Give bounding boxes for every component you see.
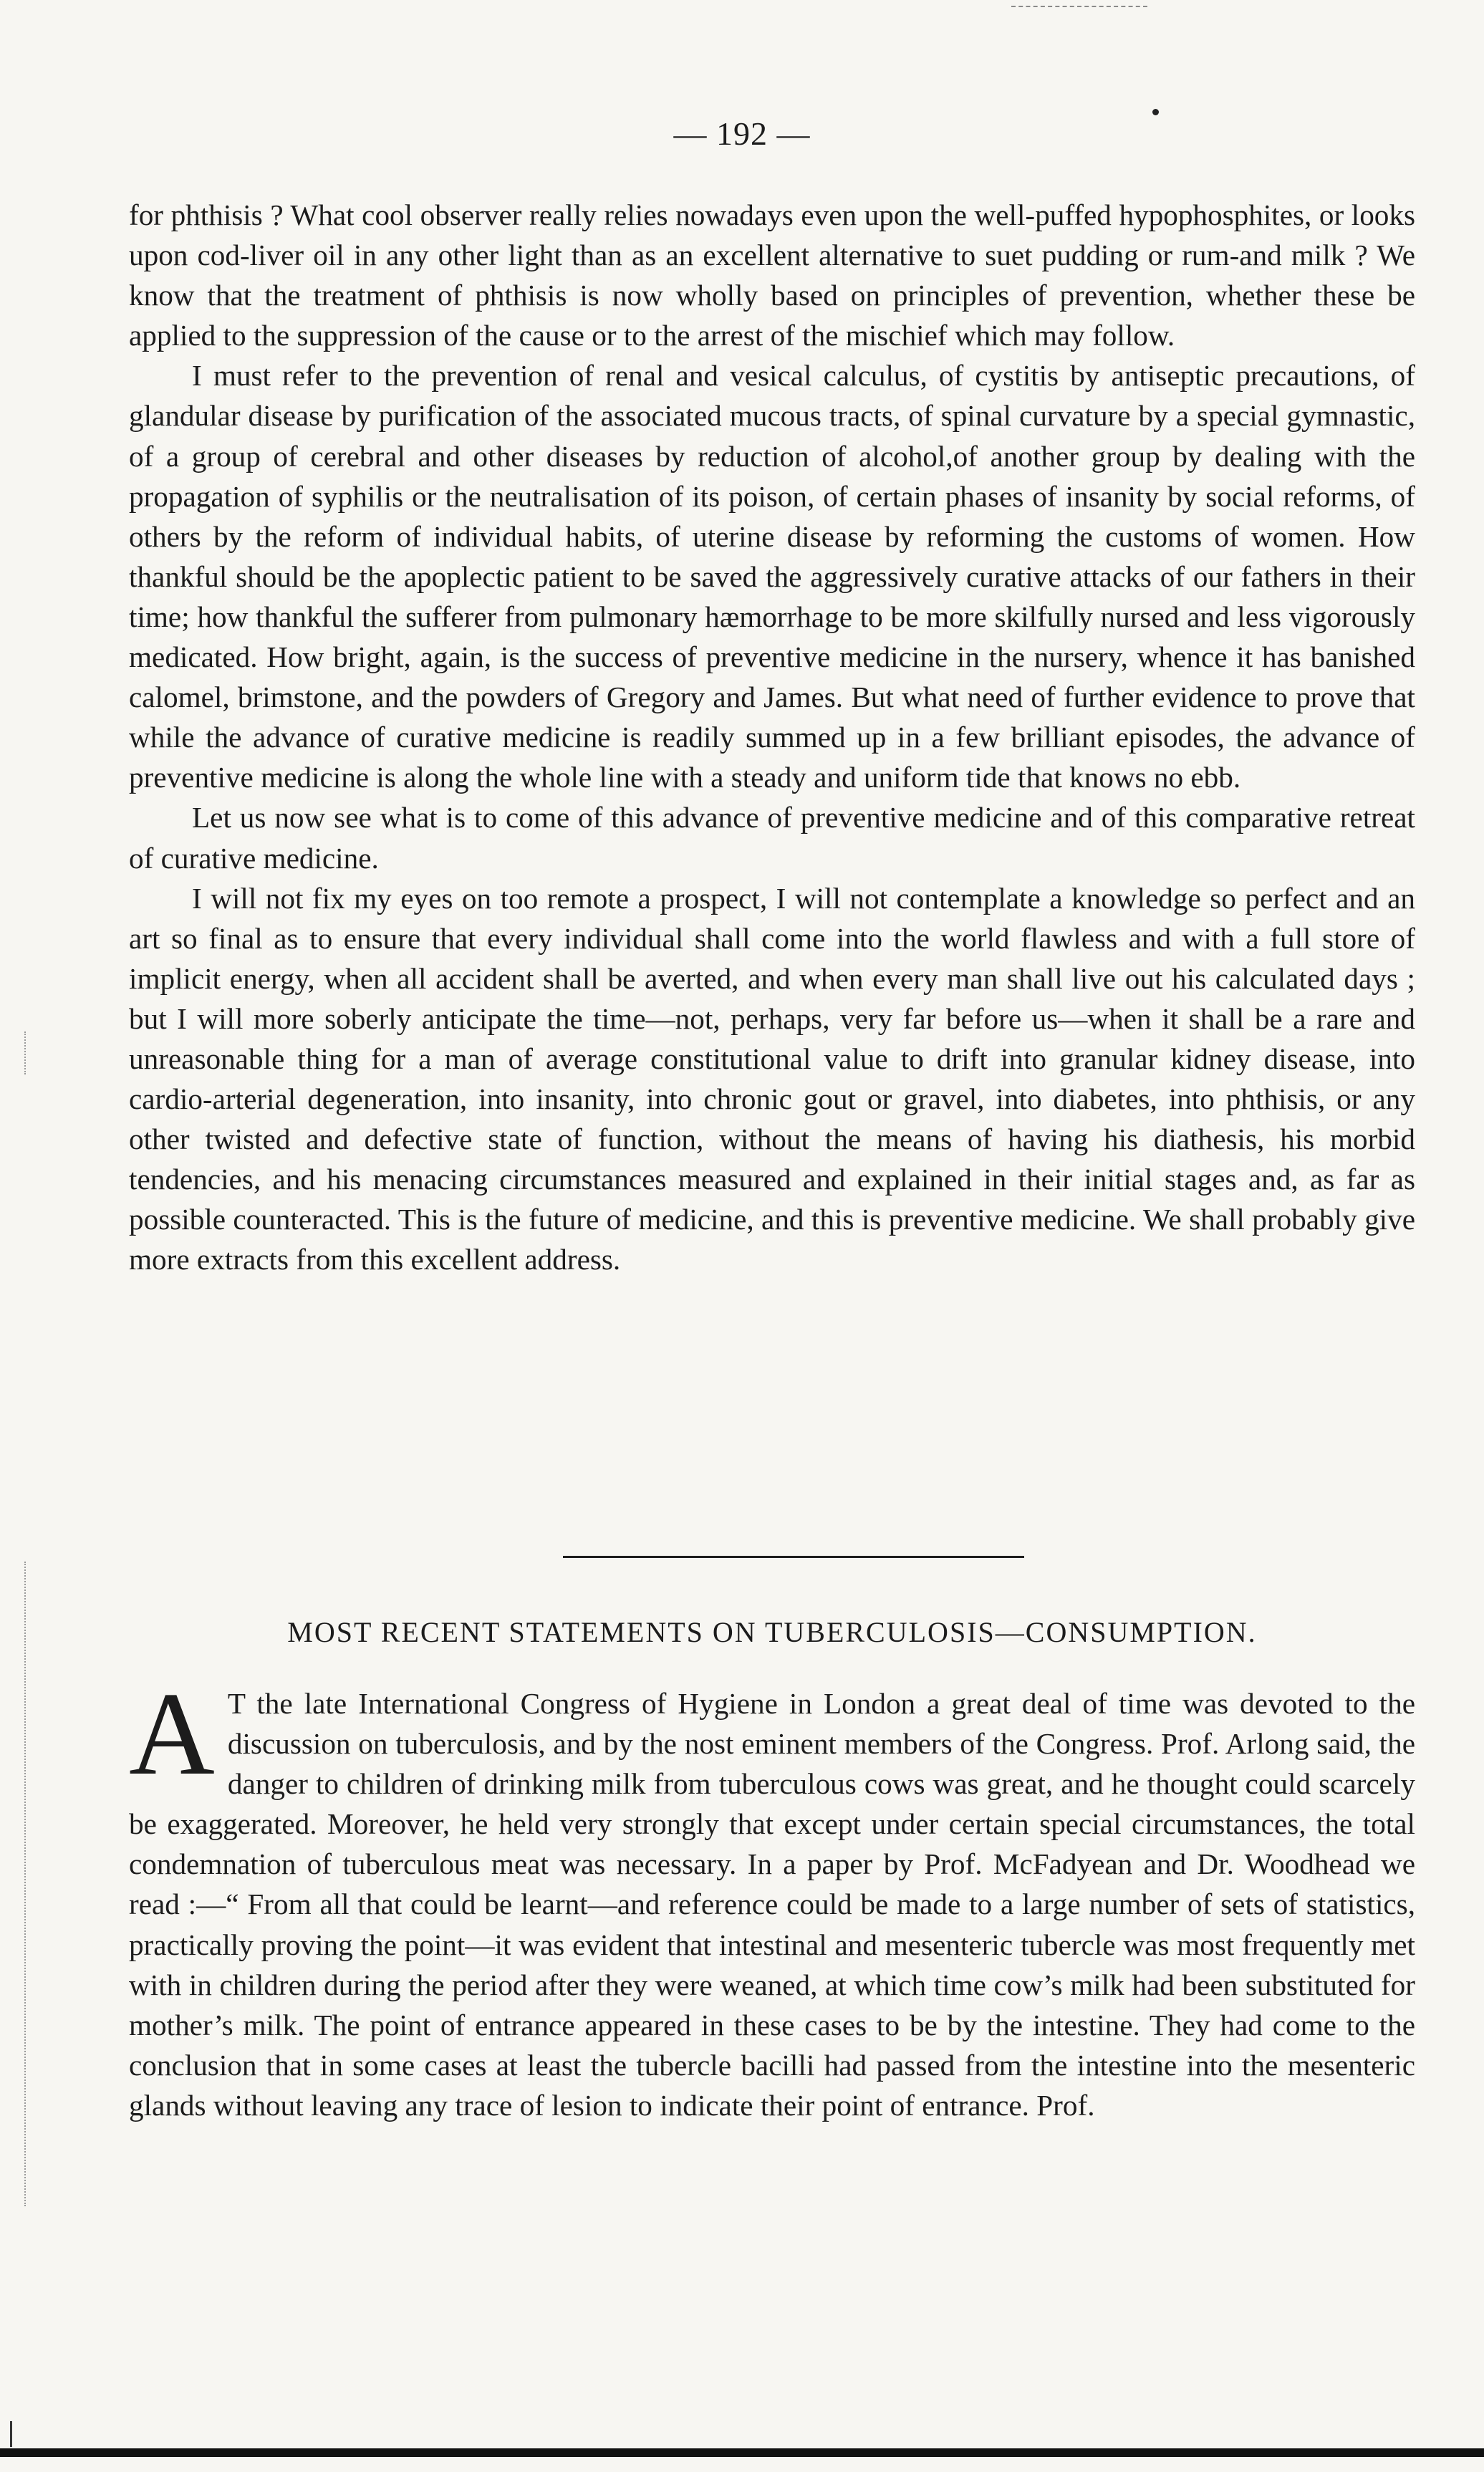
top-scan-rule [1011,6,1147,7]
section-heading: MOST RECENT STATEMENTS ON TUBERCULOSIS—CONSUMPTION. [287,1616,1257,1648]
drop-cap: A [129,1668,215,1799]
section-divider [563,1556,1024,1558]
paragraph-3: Let us now see what is to come of this advance of preventive medicine and of this comparative retreat of curative medicine. [129,801,1415,875]
page-number: — 192 — [673,115,811,152]
section-paragraph: T the late International Congress of Hygiene in London a great deal of time was devoted to the discussion on tuberculosis, and by the nost eminent members of the Congress. Prof. Arlong said, the danger to children of drinking milk from tuberculous cows was great, and he thought could scarcely be exaggerated. Moreover, he held very strongly that except under certain special circumstances, the total condemnation of tuberculous meat was necessary. In a paper by Prof. McFadyean and Dr. Woodhead we read :—“ From all that could be learnt—and reference could be made to a large number of sets of statistics, practically proving the point—it was evident that intestinal and mesenteric tubercle was most frequently met with in children during the period after they were weaned, at which time cow’s milk had been substituted for mother’s milk. The point of entrance appeared in these cases to be by the intestine. They had come to the conclusion that in some cases at least the tubercle bacilli had passed from the intestine into the mesenteric glands without leaving any trace of lesion to indicate their point of entrance. Prof. [129,1687,1415,2122]
margin-tick-mark [24,1562,32,2206]
section-body [129,1668,1415,2125]
margin-tick-mark [24,1031,32,1074]
scan-edge-mark [10,2421,12,2447]
bottom-scan-bar [0,2448,1484,2457]
paragraph-1: for phthisis ? What cool observer really relies nowadays even upon the well-puffed hypophosphites, or looks upon cod-liver oil in any other light than as an excellent alternative to suet pudding or rum-and milk ? We know that the treatment of phthisis is now wholly based on principles of prevention, whether these be applied to the suppression of the cause or to the arrest of the mischief which may follow. [129,198,1415,352]
article-body [129,195,1415,1280]
paragraph-4: I will not fix my eyes on too remote a prospect, I will not contemplate a knowledge so perfect and an art so final as to ensure that every individual shall come into the world flawless and with a full store of implicit energy, when all accident shall be averted, and when every man shall live out his calculated days ; but I will more soberly anticipate the time—not, perhaps, very far before us—when it shall be a rare and unreasonable thing for a man of average constitutional value to drift into granular kidney disease, into cardio-arterial degeneration, into insanity, into chronic gout or gravel, into diabetes, into phthisis, or any other twisted and defective state of function, without the means of having his diathesis, his morbid tendencies, and his menacing circumstances measured and explained in their initial stages and, as far as possible counteracted. This is the future of medicine, and this is preventive medicine. We shall probably give more extracts from this excellent address. [129,881,1415,1276]
paragraph-2: I must refer to the prevention of renal and vesical calculus, of cystitis by antiseptic precautions, of glandular disease by purification of the associated mucous tracts, of spinal curvature by a special gymnastic, of a group of cerebral and other diseases by reduction of alcohol,of another group by dealing with the propagation of syphilis or the neutralisation of its poison, of certain phases of insanity by social reforms, of others by the reform of individual habits, of uterine disease by reforming the customs of women. How thankful should be the apoplectic patient to be saved the aggressively curative attacks of our fathers in their time; how thankful the sufferer from pulmonary hæmorrhage to be more skilfully nursed and less vigorously medicated. How bright, again, is the success of preventive medicine in the nursery, whence it has banished calomel, brimstone, and the powders of Gregory and James. But what need of further evidence to prove that while the advance of curative medicine is readily summed up in a few brilliant episodes, the advance of preventive medicine is along the whole line with a steady and uniform tide that knows no ebb. [129,359,1415,794]
